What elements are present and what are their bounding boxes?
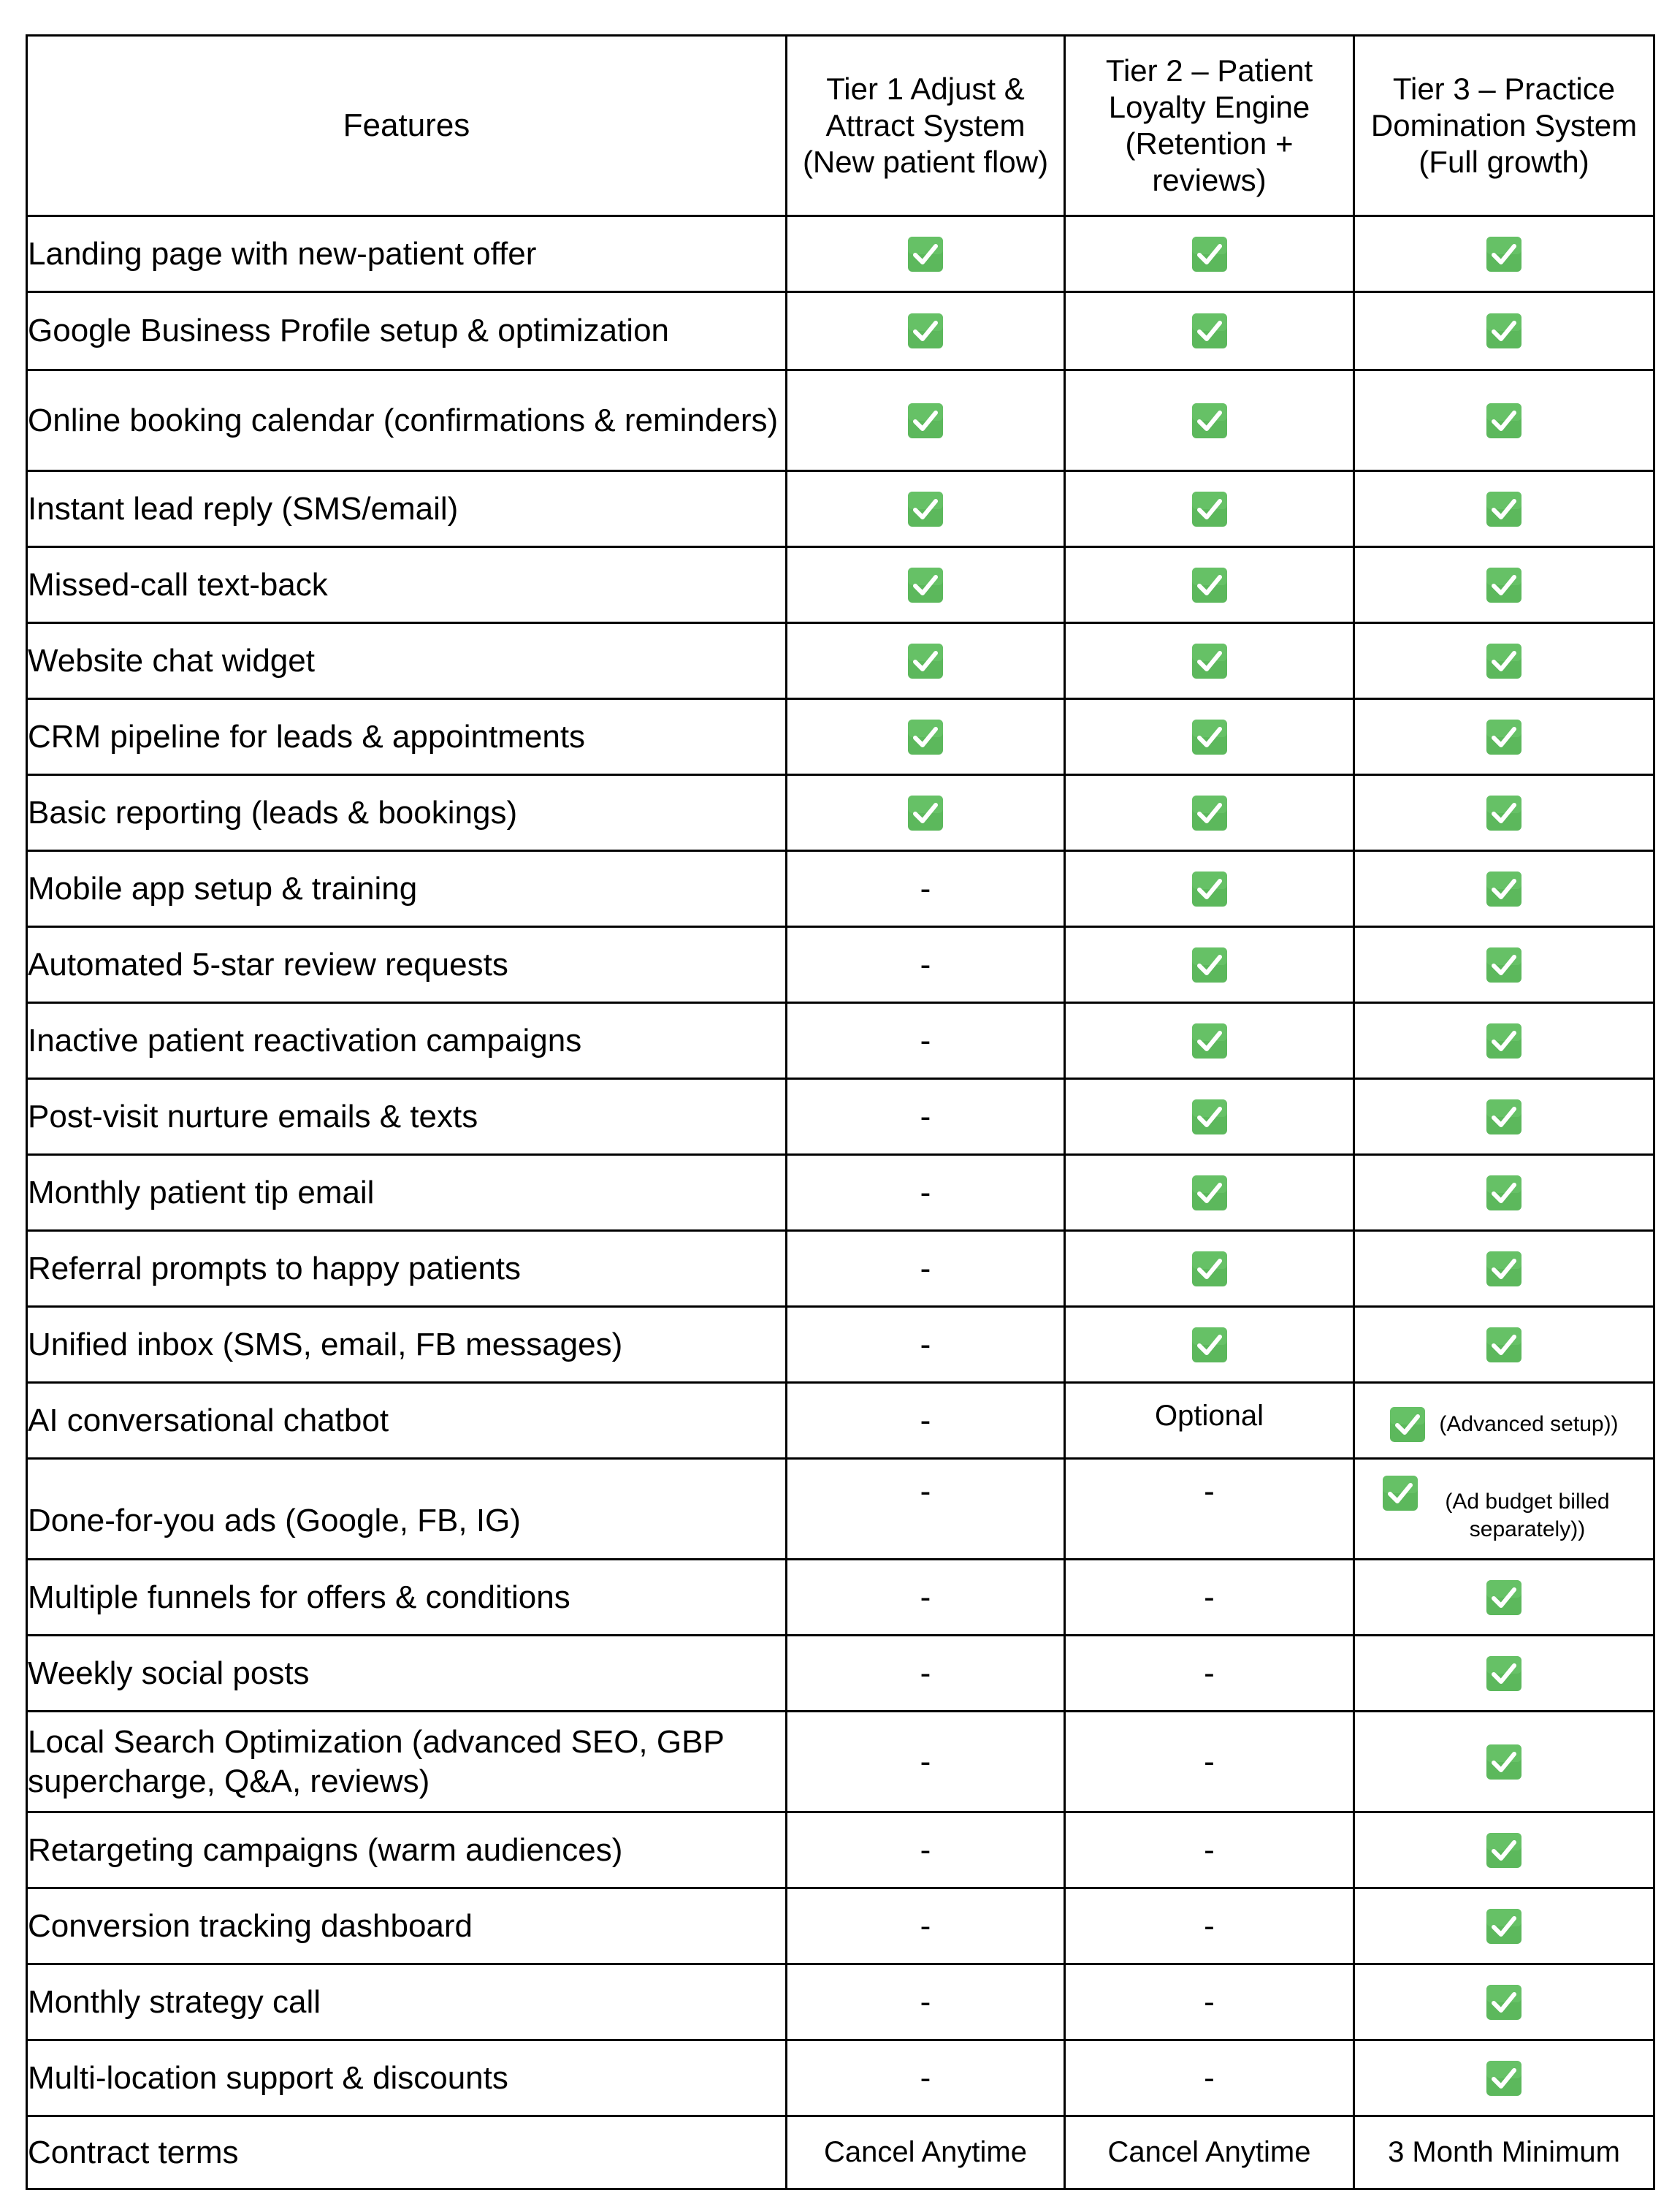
tier2-dash: - <box>1204 1473 1215 1509</box>
tier3-note: (Advanced setup)) <box>1439 1411 1619 1436</box>
tier1-cell <box>787 1003 1065 1079</box>
tier3-cell <box>1354 1003 1654 1079</box>
table-row <box>27 1231 1654 1307</box>
feature-text: Multiple funnels for offers & conditions <box>28 1579 570 1615</box>
tier1-dash: - <box>920 1174 931 1210</box>
tier2-cell <box>1065 1712 1354 1812</box>
tier2-dash: - <box>1204 1579 1215 1615</box>
tier1-contract: Cancel Anytime <box>787 2116 1065 2189</box>
feature-text: Referral prompts to happy patients <box>28 1250 522 1286</box>
tier1-dash: - <box>920 1655 931 1691</box>
tier3-contract: 3 Month Minimum <box>1354 2116 1654 2189</box>
checkmark-icon <box>907 719 944 755</box>
feature-label <box>27 1964 787 2040</box>
tier2-cell <box>1065 623 1354 699</box>
tier1-cell <box>787 471 1065 547</box>
table-row <box>27 1712 1654 1812</box>
feature-text: CRM pipeline for leads & appointments <box>28 718 586 755</box>
tier3-cell <box>1354 471 1654 547</box>
checkmark-icon <box>1191 1023 1228 1059</box>
tier2-cell <box>1065 1888 1354 1964</box>
tier2-dash: - <box>1204 1655 1215 1691</box>
checkmark-icon <box>1486 1744 1522 1780</box>
tier1-cell <box>787 1560 1065 1636</box>
tier1-cell <box>787 1812 1065 1888</box>
feature-text: Conversion tracking dashboard <box>28 1907 473 1944</box>
feature-text: Inactive patient reactivation campaigns <box>28 1022 582 1059</box>
tier2-cell <box>1065 1155 1354 1231</box>
tier3-cell <box>1354 1964 1654 2040</box>
feature-text: Landing page with new-patient offer <box>28 235 537 272</box>
checkmark-icon <box>1191 871 1228 907</box>
checkmark-icon <box>1486 236 1522 272</box>
checkmark-icon <box>907 236 944 272</box>
checkmark-icon <box>907 795 944 831</box>
table-row <box>27 1560 1654 1636</box>
tier1-cell <box>787 292 1065 370</box>
checkmark-icon <box>1486 1251 1522 1287</box>
checkmark-icon <box>907 313 944 349</box>
tier3-cell <box>1354 1155 1654 1231</box>
feature-label <box>27 1307 787 1383</box>
checkmark-icon <box>1486 1832 1522 1869</box>
table-row <box>27 1636 1654 1712</box>
feature-text: Missed-call text-back <box>28 566 328 603</box>
feature-label <box>27 623 787 699</box>
checkmark-icon <box>907 403 944 439</box>
tier3-cell <box>1354 370 1654 471</box>
tier1-header: Tier 1 Adjust & Attract System (New patient flow) <box>787 36 1065 216</box>
table-row <box>27 1964 1654 2040</box>
checkmark-icon <box>1486 1655 1522 1692</box>
checkmark-icon <box>1486 719 1522 755</box>
tier2-cell <box>1065 1964 1354 2040</box>
checkmark-icon <box>1191 236 1228 272</box>
tier2-cell <box>1065 471 1354 547</box>
feature-text: Unified inbox (SMS, email, FB messages) <box>28 1326 623 1362</box>
tier3-cell <box>1354 1560 1654 1636</box>
tier2-dash: - <box>1204 1983 1215 2020</box>
checkmark-icon <box>1486 1327 1522 1363</box>
checkmark-icon <box>1486 1908 1522 1945</box>
tier1-cell <box>787 1712 1065 1812</box>
tier1-cell <box>787 775 1065 851</box>
tier3-cell <box>1354 851 1654 927</box>
tier2-cell <box>1065 775 1354 851</box>
checkmark-icon <box>1191 567 1228 603</box>
tier1-cell <box>787 1307 1065 1383</box>
checkmark-icon <box>1486 1579 1522 1616</box>
tier3-cell <box>1354 1079 1654 1155</box>
tier1-dash: - <box>920 1579 931 1615</box>
feature-label <box>27 699 787 775</box>
tier2-optional: Optional <box>1155 1400 1264 1432</box>
checkmark-icon <box>1486 1984 1522 2021</box>
tier2-cell <box>1065 1459 1354 1560</box>
contract-terms-row <box>27 2116 1654 2189</box>
tier1-cell <box>787 1636 1065 1712</box>
tier3-cell <box>1354 1231 1654 1307</box>
checkmark-icon <box>1191 1175 1228 1211</box>
table-row <box>27 927 1654 1003</box>
checkmark-icon <box>907 491 944 527</box>
tier3-cell <box>1354 927 1654 1003</box>
feature-text: Website chat widget <box>28 642 315 679</box>
feature-label <box>27 927 787 1003</box>
tier1-cell <box>787 1459 1065 1560</box>
checkmark-icon <box>1486 1099 1522 1135</box>
feature-label <box>27 2040 787 2116</box>
tier2-header: Tier 2 – Patient Loyalty Engine (Retention + reviews) <box>1065 36 1354 216</box>
feature-label <box>27 1459 787 1560</box>
feature-comparison-table <box>26 34 1655 2190</box>
table-row <box>27 1459 1654 1560</box>
tier1-dash: - <box>920 1022 931 1059</box>
tier3-cell <box>1354 1888 1654 1964</box>
tier3-cell <box>1354 1712 1654 1812</box>
checkmark-icon <box>1382 1475 1419 1511</box>
feature-label <box>27 1231 787 1307</box>
feature-label <box>27 1812 787 1888</box>
feature-text: Automated 5-star review requests <box>28 946 508 983</box>
checkmark-icon <box>1191 719 1228 755</box>
table-row <box>27 1003 1654 1079</box>
tier1-dash: - <box>920 1831 931 1868</box>
tier1-dash: - <box>920 1983 931 2020</box>
tier1-cell <box>787 370 1065 471</box>
checkmark-icon <box>1486 313 1522 349</box>
tier2-cell <box>1065 1231 1354 1307</box>
table-row <box>27 1888 1654 1964</box>
table-row <box>27 547 1654 623</box>
tier3-cell <box>1354 699 1654 775</box>
table-row <box>27 2040 1654 2116</box>
tier3-cell <box>1354 775 1654 851</box>
checkmark-icon <box>1191 491 1228 527</box>
tier2-cell <box>1065 1636 1354 1712</box>
tier2-cell <box>1065 1812 1354 1888</box>
tier2-dash: - <box>1204 1831 1215 1868</box>
feature-text: Monthly patient tip email <box>28 1174 375 1210</box>
tier1-dash: - <box>920 1326 931 1362</box>
table-row <box>27 370 1654 471</box>
tier2-dash: - <box>1204 2059 1215 2096</box>
checkmark-icon <box>1486 491 1522 527</box>
feature-text: AI conversational chatbot <box>28 1402 389 1438</box>
tier2-contract: Cancel Anytime <box>1065 2116 1354 2189</box>
feature-text: Monthly strategy call <box>28 1983 321 2020</box>
tier2-cell <box>1065 547 1354 623</box>
tier1-dash: - <box>920 1402 931 1438</box>
tier2-cell <box>1065 699 1354 775</box>
checkmark-icon <box>1191 313 1228 349</box>
tier1-dash: - <box>920 1250 931 1286</box>
header-row <box>27 36 1654 216</box>
table-row <box>27 851 1654 927</box>
feature-label <box>27 292 787 370</box>
tier1-cell <box>787 216 1065 292</box>
tier3-cell <box>1354 1636 1654 1712</box>
checkmark-icon <box>1486 643 1522 679</box>
tier2-cell <box>1065 292 1354 370</box>
feature-label <box>27 1079 787 1155</box>
table-row <box>27 1812 1654 1888</box>
feature-label <box>27 216 787 292</box>
tier1-dash: - <box>920 1098 931 1134</box>
tier1-cell <box>787 1383 1065 1459</box>
tier1-dash: - <box>920 2059 931 2096</box>
feature-label <box>27 1003 787 1079</box>
checkmark-icon <box>1389 1406 1426 1443</box>
feature-label <box>27 851 787 927</box>
contract-terms-label: Contract terms <box>27 2116 787 2189</box>
tier3-note: (Ad budget billed separately)) <box>1445 1489 1610 1541</box>
checkmark-icon <box>907 567 944 603</box>
tier1-cell <box>787 927 1065 1003</box>
feature-label <box>27 1383 787 1459</box>
tier3-header: Tier 3 – Practice Domination System (Full growth) <box>1354 36 1654 216</box>
table-row <box>27 471 1654 547</box>
tier2-cell <box>1065 1307 1354 1383</box>
tier1-dash: - <box>920 1473 931 1509</box>
feature-label <box>27 370 787 471</box>
tier3-cell <box>1354 2040 1654 2116</box>
tier2-cell <box>1065 851 1354 927</box>
table-row <box>27 216 1654 292</box>
feature-text: Post-visit nurture emails & texts <box>28 1098 478 1134</box>
tier2-cell <box>1065 927 1354 1003</box>
checkmark-icon <box>1486 403 1522 439</box>
checkmark-icon <box>1486 567 1522 603</box>
checkmark-icon <box>1191 403 1228 439</box>
checkmark-icon <box>1191 643 1228 679</box>
tier2-dash: - <box>1204 1743 1215 1780</box>
tier2-cell <box>1065 1079 1354 1155</box>
checkmark-icon <box>1486 871 1522 907</box>
tier2-cell <box>1065 216 1354 292</box>
tier3-cell <box>1354 1459 1654 1560</box>
feature-text: Mobile app setup & training <box>28 870 418 907</box>
table-row <box>27 1307 1654 1383</box>
tier1-dash: - <box>920 1907 931 1944</box>
tier1-dash: - <box>920 946 931 983</box>
feature-label <box>27 1712 787 1812</box>
tier2-cell <box>1065 1003 1354 1079</box>
table-row <box>27 1079 1654 1155</box>
feature-text: Google Business Profile setup & optimization <box>28 313 670 348</box>
tier2-cell <box>1065 370 1354 471</box>
checkmark-icon <box>1486 795 1522 831</box>
feature-label <box>27 471 787 547</box>
features-header: Features <box>27 36 787 216</box>
checkmark-icon <box>1191 947 1228 983</box>
checkmark-icon <box>1486 1175 1522 1211</box>
tier3-cell <box>1354 1307 1654 1383</box>
feature-label <box>27 1560 787 1636</box>
tier1-cell <box>787 1888 1065 1964</box>
tier1-cell <box>787 1231 1065 1307</box>
tier1-cell <box>787 1155 1065 1231</box>
table-row <box>27 699 1654 775</box>
tier1-cell <box>787 699 1065 775</box>
feature-text: Done-for-you ads (Google, FB, IG) <box>28 1502 521 1538</box>
feature-text: Multi-location support & discounts <box>28 2059 508 2096</box>
feature-text: Basic reporting (leads & bookings) <box>28 794 518 831</box>
tier1-dash: - <box>920 1743 931 1780</box>
feature-label <box>27 1888 787 1964</box>
tier3-cell <box>1354 1812 1654 1888</box>
tier1-cell <box>787 1079 1065 1155</box>
table-row <box>27 1155 1654 1231</box>
table-row <box>27 292 1654 370</box>
feature-text: Retargeting campaigns (warm audiences) <box>28 1831 623 1868</box>
tier1-cell <box>787 623 1065 699</box>
checkmark-icon <box>907 643 944 679</box>
checkmark-icon <box>1486 947 1522 983</box>
checkmark-icon <box>1191 1327 1228 1363</box>
tier3-cell <box>1354 547 1654 623</box>
tier2-cell <box>1065 1383 1354 1459</box>
feature-label <box>27 1155 787 1231</box>
tier2-cell <box>1065 2040 1354 2116</box>
tier2-cell <box>1065 1560 1354 1636</box>
tier2-dash: - <box>1204 1907 1215 1944</box>
tier1-cell <box>787 547 1065 623</box>
feature-text: Local Search Optimization (advanced SEO, GBP supercharge, Q&A, reviews) <box>28 1723 725 1799</box>
tier1-dash: - <box>920 870 931 907</box>
checkmark-icon <box>1191 1099 1228 1135</box>
tier3-cell <box>1354 216 1654 292</box>
table-row <box>27 623 1654 699</box>
tier3-cell <box>1354 623 1654 699</box>
tier3-cell <box>1354 1383 1654 1459</box>
checkmark-icon <box>1191 795 1228 831</box>
tier1-cell <box>787 1964 1065 2040</box>
tier3-cell <box>1354 292 1654 370</box>
tier1-cell <box>787 851 1065 927</box>
feature-label <box>27 775 787 851</box>
table-row <box>27 775 1654 851</box>
feature-text: Weekly social posts <box>28 1655 310 1691</box>
feature-label <box>27 1636 787 1712</box>
feature-text: Online booking calendar (confirmations & reminders) <box>28 402 779 438</box>
checkmark-icon <box>1191 1251 1228 1287</box>
tier1-cell <box>787 2040 1065 2116</box>
feature-label <box>27 547 787 623</box>
checkmark-icon <box>1486 1023 1522 1059</box>
checkmark-icon <box>1486 2060 1522 2097</box>
feature-text: Instant lead reply (SMS/email) <box>28 490 459 527</box>
table-row <box>27 1383 1654 1459</box>
